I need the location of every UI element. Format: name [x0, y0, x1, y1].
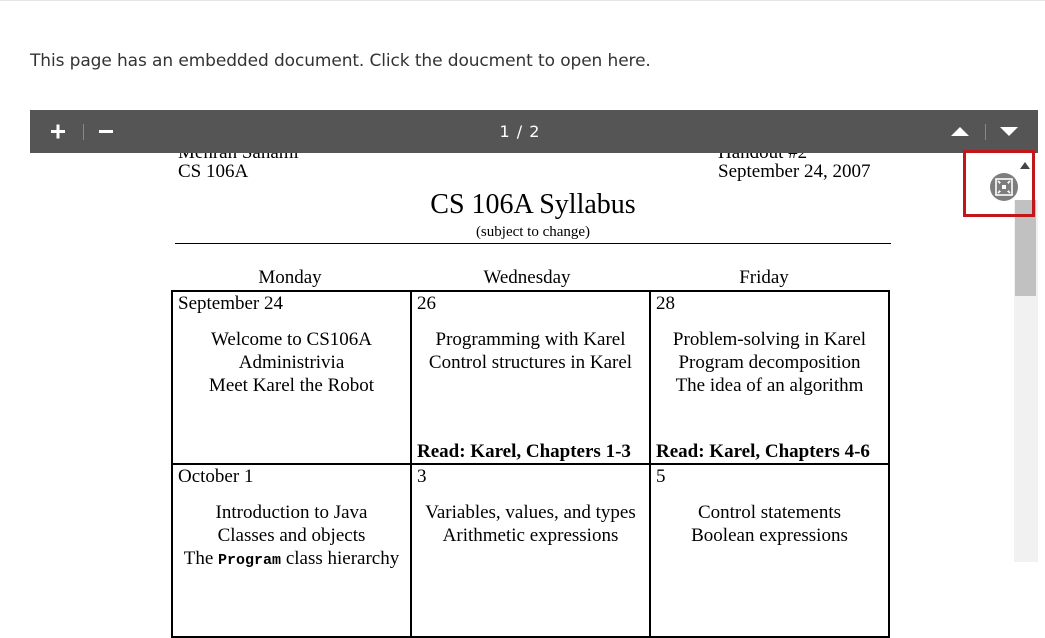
- minus-icon: [90, 110, 122, 153]
- topic-line: Meet Karel the Robot: [208, 375, 375, 396]
- handout-date: September 24, 2007: [718, 161, 871, 182]
- topic-line: Welcome to CS106A: [210, 329, 372, 350]
- schedule-cell: [411, 291, 650, 464]
- top-divider: [0, 0, 1045, 1]
- cell-date: 26: [417, 293, 436, 314]
- topic-line: Programming with Karel: [435, 329, 626, 350]
- topic-line-with-code: [173, 547, 410, 572]
- schedule-cell: [172, 291, 411, 464]
- document-page: [30, 153, 1014, 569]
- day-header-friday: Friday: [739, 267, 789, 288]
- topic-line: Classes and objects: [217, 525, 366, 546]
- topic-prefix: The: [183, 548, 219, 569]
- cell-date: 3: [417, 466, 427, 487]
- topic-line: Problem-solving in Karel: [672, 329, 867, 350]
- schedule-cell: [411, 464, 650, 637]
- caret-down-icon: [993, 110, 1025, 153]
- topic-line: Program decomposition: [678, 352, 861, 373]
- cell-date: 5: [656, 466, 666, 487]
- toolbar-separator: [985, 124, 986, 140]
- page-indicator: 1 / 2: [499, 122, 541, 141]
- table-row: [172, 464, 889, 637]
- reading-assignment: Read: Karel, Chapters 1-3: [417, 441, 631, 462]
- expand-highlight-box: [963, 150, 1035, 217]
- day-header-monday: Monday: [258, 267, 322, 288]
- schedule-cell: [172, 464, 411, 637]
- viewer-toolbar: [30, 110, 1038, 153]
- schedule-cell: [650, 291, 889, 464]
- topic-line: Control structures in Karel: [428, 352, 633, 373]
- document-subtitle: (subject to change): [475, 224, 591, 240]
- zoom-out-button[interactable]: [90, 110, 122, 153]
- topic-line: Introduction to Java: [215, 502, 368, 523]
- day-header-wednesday: Wednesday: [483, 267, 571, 288]
- document-page-area[interactable]: [30, 153, 1014, 569]
- schedule-table: [171, 290, 890, 638]
- document-title: CS 106A Syllabus: [430, 189, 636, 220]
- topic-line: Variables, values, and types: [425, 502, 636, 523]
- topic-suffix: class hierarchy: [281, 548, 400, 569]
- previous-page-button[interactable]: [944, 110, 976, 153]
- zoom-in-button[interactable]: [42, 110, 74, 153]
- next-page-button[interactable]: [993, 110, 1025, 153]
- pdf-viewer[interactable]: [30, 110, 1038, 569]
- topic-line: Control statements: [697, 502, 841, 523]
- caret-up-icon: [944, 110, 976, 153]
- toolbar-separator: [83, 124, 84, 140]
- schedule-cell: [650, 464, 889, 637]
- topic-line: Arithmetic expressions: [442, 525, 619, 546]
- cell-date: October 1: [178, 466, 254, 487]
- topic-line: Boolean expressions: [691, 525, 848, 546]
- topic-line: The idea of an algorithm: [675, 375, 864, 396]
- code-term: Program: [218, 552, 282, 569]
- table-row: [172, 291, 889, 464]
- reading-assignment: Read: Karel, Chapters 4-6: [656, 441, 870, 462]
- plus-icon: [42, 110, 74, 153]
- topic-line: Administrivia: [238, 352, 345, 373]
- title-divider: [175, 243, 891, 244]
- cell-date: September 24: [178, 293, 284, 314]
- embed-notice: This page has an embedded document. Click the doucment to open here.: [30, 51, 651, 71]
- course-code: CS 106A: [178, 161, 249, 182]
- cell-date: 28: [656, 293, 675, 314]
